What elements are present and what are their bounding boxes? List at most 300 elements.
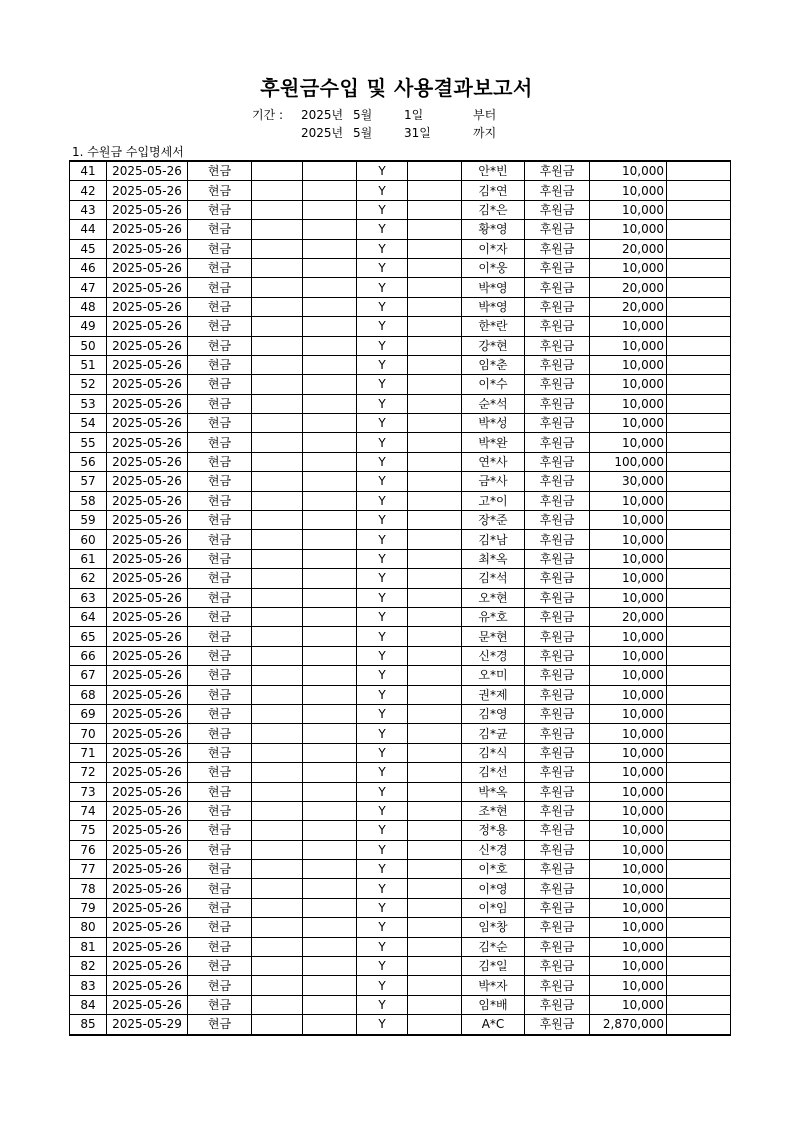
row-empty-cell <box>408 220 462 239</box>
table-row <box>70 976 731 995</box>
row-empty-cell <box>667 898 731 917</box>
row-payment-type: 현금 <box>188 782 252 801</box>
table-row <box>70 724 731 743</box>
row-flag: Y <box>357 355 408 374</box>
row-payment-type: 현금 <box>188 181 252 200</box>
row-donor-name: 장*준 <box>462 511 525 530</box>
row-empty-cell <box>303 258 357 277</box>
row-number: 43 <box>70 200 107 219</box>
row-number: 81 <box>70 937 107 956</box>
row-payment-type: 현금 <box>188 743 252 762</box>
row-amount: 10,000 <box>590 646 667 665</box>
row-empty-cell <box>252 239 303 258</box>
row-empty-cell <box>408 511 462 530</box>
row-donor-name: 한*란 <box>462 317 525 336</box>
row-number: 71 <box>70 743 107 762</box>
row-empty-cell <box>303 317 357 336</box>
row-payment-type: 현금 <box>188 588 252 607</box>
row-flag: Y <box>357 200 408 219</box>
row-empty-cell <box>303 724 357 743</box>
table-row <box>70 937 731 956</box>
row-date: 2025-05-26 <box>107 976 188 995</box>
row-number: 85 <box>70 1015 107 1035</box>
row-empty-cell <box>408 976 462 995</box>
row-empty-cell <box>408 627 462 646</box>
table-row <box>70 239 731 258</box>
row-number: 83 <box>70 976 107 995</box>
row-number: 60 <box>70 530 107 549</box>
row-payment-type: 현금 <box>188 801 252 820</box>
row-flag: Y <box>357 898 408 917</box>
row-amount: 10,000 <box>590 258 667 277</box>
row-empty-cell <box>252 724 303 743</box>
row-amount: 10,000 <box>590 666 667 685</box>
row-amount: 10,000 <box>590 161 667 181</box>
row-payment-type: 현금 <box>188 297 252 316</box>
row-empty-cell <box>252 763 303 782</box>
row-empty-cell <box>667 297 731 316</box>
table-row <box>70 879 731 898</box>
row-empty-cell <box>252 375 303 394</box>
row-amount: 10,000 <box>590 627 667 646</box>
table-row <box>70 414 731 433</box>
row-flag: Y <box>357 724 408 743</box>
row-date: 2025-05-26 <box>107 704 188 723</box>
row-number: 42 <box>70 181 107 200</box>
row-flag: Y <box>357 375 408 394</box>
row-empty-cell <box>252 181 303 200</box>
row-donor-name: 김*영 <box>462 704 525 723</box>
row-empty-cell <box>303 220 357 239</box>
row-empty-cell <box>303 860 357 879</box>
row-empty-cell <box>667 491 731 510</box>
row-amount: 10,000 <box>590 549 667 568</box>
row-amount: 10,000 <box>590 976 667 995</box>
row-donor-name: 조*현 <box>462 801 525 820</box>
row-amount: 10,000 <box>590 821 667 840</box>
row-category: 후원금 <box>525 355 590 374</box>
row-amount: 10,000 <box>590 918 667 937</box>
row-flag: Y <box>357 995 408 1014</box>
row-donor-name: 박*옥 <box>462 782 525 801</box>
row-empty-cell <box>667 1015 731 1035</box>
row-empty-cell <box>408 394 462 413</box>
row-empty-cell <box>252 937 303 956</box>
row-amount: 10,000 <box>590 957 667 976</box>
table-row <box>70 549 731 568</box>
row-empty-cell <box>303 472 357 491</box>
row-empty-cell <box>667 724 731 743</box>
table-row <box>70 782 731 801</box>
row-payment-type: 현금 <box>188 433 252 452</box>
row-empty-cell <box>667 181 731 200</box>
row-category: 후원금 <box>525 336 590 355</box>
row-empty-cell <box>303 278 357 297</box>
row-empty-cell <box>667 258 731 277</box>
table-row <box>70 957 731 976</box>
row-empty-cell <box>408 433 462 452</box>
row-amount: 10,000 <box>590 569 667 588</box>
row-payment-type: 현금 <box>188 976 252 995</box>
row-empty-cell <box>408 1015 462 1035</box>
row-amount: 10,000 <box>590 588 667 607</box>
row-payment-type: 현금 <box>188 860 252 879</box>
row-donor-name: 박*자 <box>462 976 525 995</box>
table-row <box>70 200 731 219</box>
period-to-month: 5월 <box>353 126 373 140</box>
row-date: 2025-05-26 <box>107 336 188 355</box>
row-amount: 10,000 <box>590 317 667 336</box>
row-amount: 10,000 <box>590 433 667 452</box>
row-date: 2025-05-26 <box>107 317 188 336</box>
row-empty-cell <box>408 200 462 219</box>
row-amount: 10,000 <box>590 530 667 549</box>
row-empty-cell <box>252 801 303 820</box>
row-empty-cell <box>303 976 357 995</box>
row-empty-cell <box>667 937 731 956</box>
table-row <box>70 452 731 471</box>
row-number: 59 <box>70 511 107 530</box>
row-date: 2025-05-26 <box>107 569 188 588</box>
row-date: 2025-05-26 <box>107 995 188 1014</box>
row-amount: 10,000 <box>590 200 667 219</box>
row-number: 57 <box>70 472 107 491</box>
row-payment-type: 현금 <box>188 937 252 956</box>
period-from-suffix: 부터 <box>473 108 497 122</box>
row-empty-cell <box>252 569 303 588</box>
row-number: 73 <box>70 782 107 801</box>
row-payment-type: 현금 <box>188 918 252 937</box>
income-table <box>69 160 731 1036</box>
row-donor-name: 오*현 <box>462 588 525 607</box>
row-empty-cell <box>667 433 731 452</box>
row-category: 후원금 <box>525 918 590 937</box>
table-row <box>70 433 731 452</box>
row-flag: Y <box>357 821 408 840</box>
row-donor-name: 금*사 <box>462 472 525 491</box>
row-empty-cell <box>667 763 731 782</box>
row-empty-cell <box>667 355 731 374</box>
row-donor-name: 박*완 <box>462 433 525 452</box>
row-empty-cell <box>252 297 303 316</box>
row-amount: 10,000 <box>590 704 667 723</box>
row-empty-cell <box>667 588 731 607</box>
row-flag: Y <box>357 860 408 879</box>
row-date: 2025-05-26 <box>107 627 188 646</box>
row-empty-cell <box>667 821 731 840</box>
row-empty-cell <box>303 782 357 801</box>
row-amount: 10,000 <box>590 782 667 801</box>
row-empty-cell <box>252 355 303 374</box>
row-empty-cell <box>667 200 731 219</box>
table-row <box>70 258 731 277</box>
row-number: 63 <box>70 588 107 607</box>
row-payment-type: 현금 <box>188 724 252 743</box>
row-amount: 10,000 <box>590 220 667 239</box>
row-empty-cell <box>667 627 731 646</box>
table-row <box>70 588 731 607</box>
row-date: 2025-05-26 <box>107 239 188 258</box>
row-empty-cell <box>408 704 462 723</box>
row-empty-cell <box>252 549 303 568</box>
row-flag: Y <box>357 472 408 491</box>
row-category: 후원금 <box>525 957 590 976</box>
row-payment-type: 현금 <box>188 763 252 782</box>
row-empty-cell <box>303 239 357 258</box>
row-amount: 10,000 <box>590 801 667 820</box>
row-number: 82 <box>70 957 107 976</box>
row-empty-cell <box>252 472 303 491</box>
row-number: 46 <box>70 258 107 277</box>
row-empty-cell <box>252 278 303 297</box>
row-flag: Y <box>357 336 408 355</box>
row-payment-type: 현금 <box>188 220 252 239</box>
row-flag: Y <box>357 569 408 588</box>
row-donor-name: 김*석 <box>462 569 525 588</box>
row-date: 2025-05-26 <box>107 200 188 219</box>
table-row <box>70 1015 731 1035</box>
row-empty-cell <box>408 821 462 840</box>
row-category: 후원금 <box>525 1015 590 1035</box>
row-empty-cell <box>303 530 357 549</box>
row-empty-cell <box>303 161 357 181</box>
row-date: 2025-05-26 <box>107 355 188 374</box>
row-donor-name: 권*제 <box>462 685 525 704</box>
row-payment-type: 현금 <box>188 1015 252 1035</box>
row-empty-cell <box>408 801 462 820</box>
row-empty-cell <box>303 181 357 200</box>
table-row <box>70 181 731 200</box>
row-donor-name: 신*경 <box>462 840 525 859</box>
row-empty-cell <box>408 472 462 491</box>
row-donor-name: 문*현 <box>462 627 525 646</box>
row-empty-cell <box>408 317 462 336</box>
row-empty-cell <box>252 898 303 917</box>
table-row <box>70 317 731 336</box>
row-amount: 10,000 <box>590 937 667 956</box>
row-donor-name: 이*수 <box>462 375 525 394</box>
row-number: 72 <box>70 763 107 782</box>
row-amount: 10,000 <box>590 414 667 433</box>
row-empty-cell <box>408 607 462 626</box>
row-category: 후원금 <box>525 394 590 413</box>
row-date: 2025-05-26 <box>107 375 188 394</box>
row-date: 2025-05-26 <box>107 414 188 433</box>
row-number: 75 <box>70 821 107 840</box>
row-empty-cell <box>303 1015 357 1035</box>
row-date: 2025-05-26 <box>107 433 188 452</box>
row-donor-name: 김*균 <box>462 724 525 743</box>
row-empty-cell <box>303 704 357 723</box>
row-empty-cell <box>667 801 731 820</box>
row-category: 후원금 <box>525 898 590 917</box>
row-number: 77 <box>70 860 107 879</box>
table-row <box>70 569 731 588</box>
row-empty-cell <box>252 317 303 336</box>
income-table-body <box>70 161 731 1035</box>
row-empty-cell <box>252 588 303 607</box>
row-donor-name: 고*이 <box>462 491 525 510</box>
row-empty-cell <box>252 414 303 433</box>
row-flag: Y <box>357 511 408 530</box>
table-row <box>70 898 731 917</box>
row-payment-type: 현금 <box>188 821 252 840</box>
row-flag: Y <box>357 414 408 433</box>
row-donor-name: 김*남 <box>462 530 525 549</box>
row-donor-name: 유*호 <box>462 607 525 626</box>
row-empty-cell <box>303 801 357 820</box>
row-empty-cell <box>408 355 462 374</box>
row-flag: Y <box>357 161 408 181</box>
row-payment-type: 현금 <box>188 957 252 976</box>
row-empty-cell <box>667 161 731 181</box>
row-empty-cell <box>408 937 462 956</box>
row-amount: 100,000 <box>590 452 667 471</box>
row-empty-cell <box>408 918 462 937</box>
row-flag: Y <box>357 782 408 801</box>
row-empty-cell <box>303 685 357 704</box>
row-empty-cell <box>408 957 462 976</box>
row-empty-cell <box>303 200 357 219</box>
row-empty-cell <box>252 704 303 723</box>
row-number: 53 <box>70 394 107 413</box>
row-flag: Y <box>357 704 408 723</box>
row-empty-cell <box>667 685 731 704</box>
row-date: 2025-05-29 <box>107 1015 188 1035</box>
row-date: 2025-05-26 <box>107 937 188 956</box>
row-date: 2025-05-26 <box>107 646 188 665</box>
row-category: 후원금 <box>525 763 590 782</box>
row-number: 54 <box>70 414 107 433</box>
table-row <box>70 511 731 530</box>
row-empty-cell <box>303 957 357 976</box>
row-empty-cell <box>667 375 731 394</box>
table-row <box>70 763 731 782</box>
row-amount: 10,000 <box>590 394 667 413</box>
row-number: 68 <box>70 685 107 704</box>
row-category: 후원금 <box>525 433 590 452</box>
period-to-day: 31일 <box>404 126 431 140</box>
row-date: 2025-05-26 <box>107 258 188 277</box>
row-category: 후원금 <box>525 724 590 743</box>
row-payment-type: 현금 <box>188 666 252 685</box>
row-payment-type: 현금 <box>188 879 252 898</box>
row-category: 후원금 <box>525 937 590 956</box>
row-date: 2025-05-26 <box>107 685 188 704</box>
row-flag: Y <box>357 666 408 685</box>
row-payment-type: 현금 <box>188 472 252 491</box>
row-date: 2025-05-26 <box>107 588 188 607</box>
row-category: 후원금 <box>525 297 590 316</box>
table-row <box>70 704 731 723</box>
row-amount: 20,000 <box>590 278 667 297</box>
row-empty-cell <box>667 394 731 413</box>
row-flag: Y <box>357 433 408 452</box>
table-row <box>70 666 731 685</box>
row-empty-cell <box>303 627 357 646</box>
row-date: 2025-05-26 <box>107 840 188 859</box>
row-payment-type: 현금 <box>188 239 252 258</box>
row-payment-type: 현금 <box>188 355 252 374</box>
row-empty-cell <box>303 394 357 413</box>
row-category: 후원금 <box>525 200 590 219</box>
row-empty-cell <box>408 588 462 607</box>
row-number: 55 <box>70 433 107 452</box>
row-empty-cell <box>667 472 731 491</box>
row-category: 후원금 <box>525 976 590 995</box>
row-empty-cell <box>408 258 462 277</box>
row-category: 후원금 <box>525 375 590 394</box>
table-row <box>70 336 731 355</box>
row-amount: 20,000 <box>590 607 667 626</box>
row-empty-cell <box>252 1015 303 1035</box>
row-donor-name: 임*창 <box>462 918 525 937</box>
row-donor-name: 박*영 <box>462 297 525 316</box>
row-category: 후원금 <box>525 278 590 297</box>
row-category: 후원금 <box>525 491 590 510</box>
row-empty-cell <box>303 491 357 510</box>
row-donor-name: 황*영 <box>462 220 525 239</box>
row-category: 후원금 <box>525 646 590 665</box>
table-row <box>70 491 731 510</box>
row-category: 후원금 <box>525 840 590 859</box>
row-empty-cell <box>408 995 462 1014</box>
report-title: 후원금수입 및 사용결과보고서 <box>260 76 533 100</box>
row-flag: Y <box>357 957 408 976</box>
section-title: 1. 수원금 수입명세서 <box>72 145 184 159</box>
row-flag: Y <box>357 394 408 413</box>
row-date: 2025-05-26 <box>107 957 188 976</box>
row-flag: Y <box>357 530 408 549</box>
row-amount: 20,000 <box>590 239 667 258</box>
row-number: 44 <box>70 220 107 239</box>
row-empty-cell <box>408 569 462 588</box>
row-number: 45 <box>70 239 107 258</box>
row-empty-cell <box>303 414 357 433</box>
row-category: 후원금 <box>525 782 590 801</box>
row-payment-type: 현금 <box>188 685 252 704</box>
row-flag: Y <box>357 549 408 568</box>
row-category: 후원금 <box>525 588 590 607</box>
row-empty-cell <box>667 414 731 433</box>
row-donor-name: 이*영 <box>462 879 525 898</box>
period-from-month: 5월 <box>353 108 373 122</box>
row-empty-cell <box>667 743 731 762</box>
row-category: 후원금 <box>525 452 590 471</box>
row-empty-cell <box>408 297 462 316</box>
row-donor-name: 이*호 <box>462 860 525 879</box>
row-date: 2025-05-26 <box>107 161 188 181</box>
row-payment-type: 현금 <box>188 549 252 568</box>
row-donor-name: 순*석 <box>462 394 525 413</box>
row-payment-type: 현금 <box>188 452 252 471</box>
row-empty-cell <box>667 530 731 549</box>
row-date: 2025-05-26 <box>107 666 188 685</box>
row-category: 후원금 <box>525 879 590 898</box>
row-empty-cell <box>303 646 357 665</box>
row-donor-name: 김*연 <box>462 181 525 200</box>
row-empty-cell <box>408 898 462 917</box>
row-empty-cell <box>667 511 731 530</box>
row-empty-cell <box>303 355 357 374</box>
row-flag: Y <box>357 278 408 297</box>
table-row <box>70 801 731 820</box>
row-empty-cell <box>252 200 303 219</box>
row-empty-cell <box>252 220 303 239</box>
row-empty-cell <box>303 452 357 471</box>
row-category: 후원금 <box>525 472 590 491</box>
row-number: 62 <box>70 569 107 588</box>
